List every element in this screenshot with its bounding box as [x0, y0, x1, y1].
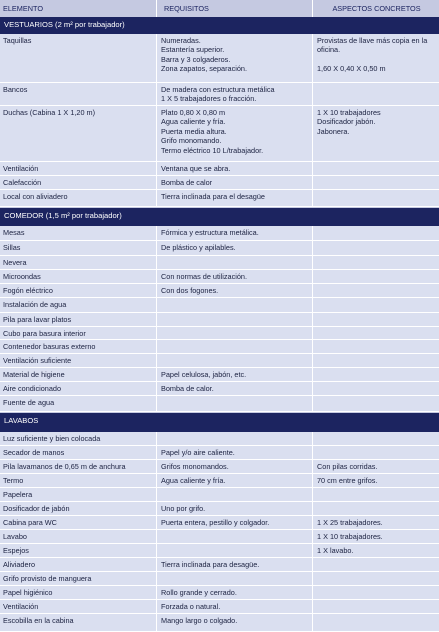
cell-aspectos	[314, 298, 439, 312]
cell-aspectos	[314, 241, 439, 255]
cell-aspectos: 1 X 25 trabajadores.	[317, 518, 383, 527]
cell-requisitos	[158, 298, 313, 312]
cell-elemento: Secador de manos	[0, 446, 157, 459]
cell-requisitos: Bomba de calor.	[158, 382, 313, 395]
cell-requisitos: Bomba de calor	[158, 176, 313, 189]
cell-requisitos: Tierra inclinada para el desagüe	[158, 190, 313, 206]
cell-elemento: Termo	[0, 474, 157, 487]
cell-requisitos	[158, 572, 313, 585]
cell-requisitos: Con normas de utilización.	[158, 270, 313, 283]
section-header	[0, 413, 439, 432]
table-row	[0, 162, 439, 176]
cell-aspectos	[314, 558, 439, 571]
cell-elemento: Papelera	[0, 488, 157, 501]
table-row	[0, 446, 439, 460]
cell-aspectos	[314, 488, 439, 501]
cell-aspectos	[314, 176, 439, 189]
table-row	[0, 270, 439, 284]
table-row	[0, 474, 439, 488]
cell-elemento: Mesas	[0, 226, 157, 240]
cell-aspectos: 70 cm entre grifos.	[317, 476, 378, 485]
cell-requisitos: Papel celulosa, jabón, etc.	[158, 368, 313, 381]
table-row	[0, 558, 439, 572]
cell-aspectos	[314, 502, 439, 515]
cell-elemento: Duchas (Cabina 1 X 1,20 m)	[0, 106, 157, 161]
cell-aspectos	[314, 256, 439, 269]
table-row	[0, 226, 439, 241]
cell-requisitos: Uno por grifo.	[158, 502, 313, 515]
cell-aspectos	[314, 396, 439, 411]
cell-elemento: Pila lavamanos de 0,65 m de anchura	[0, 460, 157, 473]
table-row	[0, 256, 439, 270]
cell-requisitos	[158, 396, 313, 411]
section-title: COMEDOR (1,5 m² por trabajador)	[4, 211, 122, 220]
cell-requisitos	[158, 544, 313, 557]
cell-elemento: Local con aliviadero	[0, 190, 157, 206]
header-elemento: ELEMENTO	[0, 0, 157, 17]
section-title: VESTUARIOS (2 m² por trabajador)	[4, 20, 125, 29]
cell-requisitos: Plato 0,80 X 0,80 m Agua caliente y fría. Puerta media altura. Grifo monomando. Termo eléctrico 10 L/trabajador.	[158, 106, 313, 161]
table-row	[0, 176, 439, 190]
header-requisitos: REQUISITOS	[158, 0, 313, 17]
table-row	[0, 614, 439, 632]
cell-aspectos	[314, 340, 439, 353]
cell-elemento: Ventilación	[0, 600, 157, 613]
cell-elemento: Pila para lavar platos	[0, 313, 157, 326]
cell-aspectos	[314, 327, 439, 339]
cell-requisitos: Tierra inclinada para desagüe.	[158, 558, 313, 571]
cell-aspectos	[314, 614, 439, 631]
table-row	[0, 241, 439, 256]
cell-elemento: Material de higiene	[0, 368, 157, 381]
cell-requisitos: Con dos fogones.	[158, 284, 313, 297]
table-row	[0, 586, 439, 600]
cell-elemento: Fuente de agua	[0, 396, 157, 411]
cell-aspectos: 1 X 10 trabajadores Dosificador jabón. Jabonera.	[317, 108, 381, 136]
cell-elemento: Cubo para basura interior	[0, 327, 157, 339]
table-row	[0, 502, 439, 516]
table-row	[0, 368, 439, 382]
cell-elemento: Sillas	[0, 241, 157, 255]
table-row	[0, 327, 439, 340]
cell-elemento: Contenedor basuras externo	[0, 340, 157, 353]
cell-elemento: Microondas	[0, 270, 157, 283]
cell-requisitos	[158, 530, 313, 543]
section-title: LAVABOS	[4, 416, 39, 425]
table-row	[0, 106, 439, 162]
cell-elemento: Espejos	[0, 544, 157, 557]
cell-requisitos: De plástico y apilables.	[158, 241, 313, 255]
cell-aspectos: Provistas de llave más copia en la oficina. 1,60 X 0,40 X 0,50 m	[317, 36, 428, 74]
cell-elemento: Taquillas	[0, 34, 157, 82]
cell-requisitos	[158, 432, 313, 445]
cell-elemento: Aire condicionado	[0, 382, 157, 395]
table-row	[0, 83, 439, 106]
table-row	[0, 460, 439, 474]
cell-aspectos	[314, 446, 439, 459]
cell-elemento: Lavabo	[0, 530, 157, 543]
cell-aspectos	[314, 572, 439, 585]
table-row	[0, 190, 439, 207]
table-row	[0, 382, 439, 396]
header-aspectos: ASPECTOS CONCRETOS	[332, 4, 421, 13]
cell-elemento: Bancos	[0, 83, 157, 105]
table-row	[0, 298, 439, 313]
table-row	[0, 34, 439, 83]
cell-requisitos	[158, 340, 313, 353]
table-row	[0, 340, 439, 354]
cell-requisitos: Mango largo o colgado.	[158, 614, 313, 631]
cell-aspectos	[314, 368, 439, 381]
table-row	[0, 600, 439, 614]
cell-aspectos: Con pilas corridas.	[317, 462, 378, 471]
table-header	[0, 0, 439, 17]
table-row	[0, 313, 439, 327]
cell-elemento: Ventilación suficiente	[0, 354, 157, 367]
section-header	[0, 17, 439, 34]
cell-elemento: Luz suficiente y bien colocada	[0, 432, 157, 445]
cell-aspectos	[314, 382, 439, 395]
cell-requisitos: De madera con estructura metálica 1 X 5 trabajadores o fracción.	[158, 83, 313, 105]
table-row	[0, 284, 439, 298]
cell-elemento: Fogón eléctrico	[0, 284, 157, 297]
cell-requisitos	[158, 327, 313, 339]
cell-requisitos	[158, 354, 313, 367]
section-header	[0, 208, 439, 226]
cell-requisitos: Rollo grande y cerrado.	[158, 586, 313, 599]
cell-aspectos	[314, 226, 439, 240]
cell-requisitos: Ventana que se abra.	[158, 162, 313, 175]
cell-elemento: Nevera	[0, 256, 157, 269]
cell-aspectos	[314, 432, 439, 445]
cell-aspectos	[314, 270, 439, 283]
cell-requisitos	[158, 313, 313, 326]
cell-requisitos: Fórmica y estructura metálica.	[158, 226, 313, 240]
cell-requisitos: Puerta entera, pestillo y colgador.	[158, 516, 313, 529]
cell-elemento: Dosificador de jabón	[0, 502, 157, 515]
cell-requisitos: Papel y/o aire caliente.	[158, 446, 313, 459]
cell-aspectos	[314, 83, 439, 105]
cell-requisitos	[158, 488, 313, 501]
cell-elemento: Ventilación	[0, 162, 157, 175]
table-row	[0, 396, 439, 412]
cell-requisitos: Forzada o natural.	[158, 600, 313, 613]
cell-aspectos	[314, 600, 439, 613]
table-row	[0, 530, 439, 544]
cell-requisitos: Agua caliente y fría.	[158, 474, 313, 487]
cell-aspectos: 1 X 10 trabajadores.	[317, 532, 383, 541]
cell-elemento: Escobilla en la cabina	[0, 614, 157, 631]
table-row	[0, 516, 439, 530]
cell-elemento: Grifo provisto de manguera	[0, 572, 157, 585]
cell-elemento: Cabina para WC	[0, 516, 157, 529]
table-row	[0, 354, 439, 368]
cell-aspectos: 1 X lavabo.	[317, 546, 354, 555]
table-row	[0, 488, 439, 502]
cell-requisitos: Grifos monomandos.	[158, 460, 313, 473]
cell-aspectos	[314, 586, 439, 599]
table-row	[0, 432, 439, 446]
cell-elemento: Papel higiénico	[0, 586, 157, 599]
cell-aspectos	[314, 313, 439, 326]
cell-aspectos	[314, 190, 439, 206]
cell-requisitos	[158, 256, 313, 269]
cell-aspectos	[314, 284, 439, 297]
table-row	[0, 544, 439, 558]
table-row	[0, 572, 439, 586]
cell-aspectos	[314, 354, 439, 367]
cell-requisitos: Numeradas. Estantería superior. Barra y 3 colgaderos. Zona zapatos, separación.	[158, 34, 313, 82]
cell-elemento: Instalación de agua	[0, 298, 157, 312]
cell-aspectos	[314, 162, 439, 175]
cell-elemento: Aliviadero	[0, 558, 157, 571]
cell-elemento: Calefacción	[0, 176, 157, 189]
